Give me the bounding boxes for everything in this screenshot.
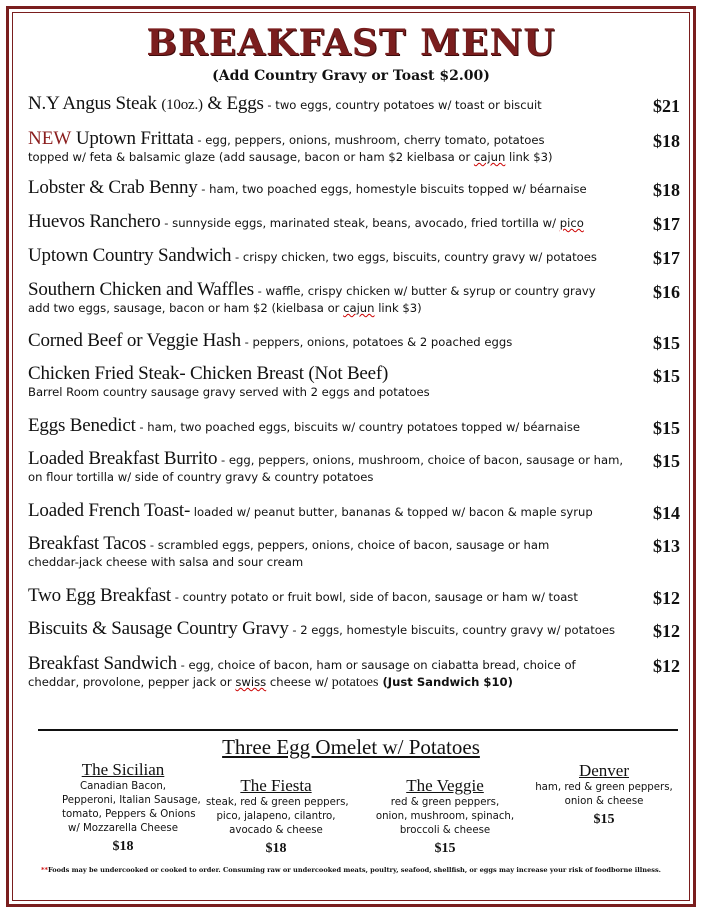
omelet-desc-line: Pepperoni, Italian Sausage, — [62, 795, 201, 806]
menu-item-loaded-breakfast-burrito — [28, 448, 680, 503]
item-desc-line2: on flour tortilla w/ side of country gravy & country potatoes — [28, 470, 374, 484]
item-desc: - egg, peppers, onions, mushroom, cherry tomato, potatoes — [193, 133, 545, 147]
item-price: $12 — [653, 588, 680, 608]
menu-item-eggs-benedict — [28, 415, 680, 451]
item-price: $17 — [653, 214, 680, 234]
new-badge: NEW — [28, 128, 72, 149]
item-desc: - 2 eggs, homestyle biscuits, country gravy w/ potatoes — [288, 623, 616, 637]
item-desc: - egg, peppers, onions, mushroom, choice of bacon, sausage or ham, — [217, 453, 624, 467]
item-price: $15 — [653, 366, 680, 386]
omelet-name: The Fiesta — [240, 776, 312, 795]
menu-item-breakfast-tacos — [28, 533, 680, 588]
menu-item-loaded-french-toast — [28, 500, 680, 536]
omelet-name: The Sicilian — [81, 760, 165, 779]
item-price: $15 — [653, 333, 680, 353]
omelet-desc-line: ham, red & green peppers, — [535, 782, 673, 793]
menu-item-chicken-fried-steak — [28, 363, 680, 418]
item-name: Loaded French Toast- — [28, 500, 191, 521]
item-price: $16 — [653, 282, 680, 302]
menu-item-biscuits-sausage-gravy — [28, 618, 680, 656]
omelet-desc-line: tomato, Peppers & Onions — [62, 809, 196, 820]
omelet-price: $15 — [593, 812, 615, 827]
item-desc-line2: add two eggs, sausage, bacon or ham $2 (kielbasa or cajun link $3) — [28, 301, 422, 315]
item-price: $12 — [653, 621, 680, 641]
menu-item-corned-beef-hash — [28, 330, 680, 366]
menu-item-uptown-frittata — [28, 128, 680, 180]
omelet-veggie — [372, 776, 518, 856]
omelet-price: $18 — [112, 839, 134, 854]
item-name: Lobster & Crab Benny — [28, 177, 198, 198]
omelet-fiesta — [206, 776, 349, 856]
item-name: Uptown Country Sandwich — [28, 245, 232, 266]
foodborne-disclaimer: **Foods may be undercooked or cooked to order. Consuming raw or undercooked meats, poultry, seafood, shellfish, or eggs may increase your risk of foodborne illness. — [41, 866, 661, 874]
item-name: Two Egg Breakfast — [28, 585, 172, 606]
item-price: $15 — [653, 451, 680, 471]
omelet-desc-line: red & green peppers, — [390, 797, 500, 808]
item-name: Chicken Fried Steak- Chicken Breast (Not Beef) — [28, 363, 389, 384]
omelet-desc-line: pico, jalapeno, cilantro, — [216, 811, 336, 822]
disclaimer-star: ** — [41, 866, 48, 874]
item-desc: - scrambled eggs, peppers, onions, choice of bacon, sausage or ham — [146, 538, 550, 552]
item-name: Southern Chicken and Waffles — [28, 279, 254, 300]
item-desc: - ham, two poached eggs, homestyle biscuits topped w/ béarnaise — [197, 182, 587, 196]
item-desc: - peppers, onions, potatoes & 2 poached eggs — [240, 335, 513, 349]
omelet-divider — [38, 729, 678, 731]
menu-item-lobster-crab-benny — [28, 177, 680, 214]
item-price: $14 — [653, 503, 680, 523]
omelet-price: $18 — [265, 841, 287, 856]
menu-item-breakfast-sandwich — [28, 653, 680, 696]
item-name: Breakfast Sandwich — [28, 653, 177, 674]
item-desc-line2: cheddar, provolone, pepper jack or swiss cheese w/ potatoes (Just Sandwich $10) — [28, 675, 513, 690]
menu-subtitle: (Add Country Gravy or Toast $2.00) — [212, 68, 490, 84]
omelet-desc-line: broccoli & cheese — [399, 825, 491, 836]
menu-item-uptown-country-sandwich — [28, 245, 680, 282]
menu-item-southern-chicken-waffles — [28, 279, 680, 333]
item-name: N.Y Angus Steak (10oz.) & Eggs — [28, 93, 264, 114]
item-desc: - sunnyside eggs, marinated steak, beans, avocado, fried tortilla w/ pico — [160, 216, 584, 230]
omelet-denver — [534, 761, 674, 827]
omelet-desc-line: avocado & cheese — [229, 825, 323, 836]
item-name: Corned Beef or Veggie Hash — [28, 330, 241, 351]
item-name: Breakfast Tacos — [28, 533, 147, 554]
menu-item-ny-angus-steak — [28, 93, 680, 131]
omelet-desc-line: onion & cheese — [564, 796, 644, 807]
omelet-desc-line: w/ Mozzarella Cheese — [67, 823, 179, 834]
item-desc-line2: Barrel Room country sausage gravy served with 2 eggs and potatoes — [28, 385, 430, 399]
omelet-name: The Veggie — [406, 776, 484, 795]
item-desc-line2: cheddar-jack cheese with salsa and sour cream — [28, 555, 304, 569]
item-name: Eggs Benedict — [28, 415, 136, 436]
item-desc: - waffle, crispy chicken w/ butter & syrup or country gravy — [253, 284, 596, 298]
item-price: $18 — [653, 131, 680, 151]
omelet-desc-line: onion, mushroom, spinach, — [375, 811, 515, 822]
menu-item-huevos-ranchero — [28, 211, 680, 248]
item-name: Huevos Ranchero — [28, 211, 161, 232]
menu-items — [28, 93, 680, 696]
item-price: $17 — [653, 248, 680, 268]
item-price: $15 — [653, 418, 680, 438]
item-desc: - ham, two poached eggs, biscuits w/ country potatoes topped w/ béarnaise — [135, 420, 581, 434]
item-name: Biscuits & Sausage Country Gravy — [28, 618, 289, 639]
omelet-desc-line: Canadian Bacon, — [79, 781, 167, 792]
omelet-price: $15 — [434, 841, 456, 856]
item-desc: - country potato or fruit bowl, side of bacon, sausage or ham w/ toast — [171, 590, 578, 604]
item-name: Uptown Frittata — [71, 128, 194, 149]
item-desc-line2: topped w/ feta & balsamic glaze (add sausage, bacon or ham $2 kielbasa or cajun link $3) — [28, 150, 553, 164]
menu-title: BREAKFAST MENU — [146, 22, 556, 64]
item-desc: - egg, choice of bacon, ham or sausage on ciabatta bread, choice of — [176, 658, 576, 672]
item-desc: - two eggs, country potatoes w/ toast or biscuit — [263, 98, 542, 112]
omelet-desc-line: steak, red & green peppers, — [206, 797, 349, 808]
item-price: $21 — [653, 96, 680, 116]
item-price: $12 — [653, 656, 680, 676]
omelet-name: Denver — [578, 761, 630, 780]
item-desc: loaded w/ peanut butter, bananas & topped w/ bacon & maple syrup — [190, 505, 593, 519]
item-name: Loaded Breakfast Burrito — [28, 448, 218, 469]
item-price: $18 — [653, 180, 680, 200]
menu-item-two-egg-breakfast — [28, 585, 680, 621]
omelet-sicilian — [62, 760, 201, 854]
item-desc: - crispy chicken, two eggs, biscuits, country gravy w/ potatoes — [231, 250, 597, 264]
omelet-section-title: Three Egg Omelet w/ Potatoes — [222, 735, 480, 759]
item-price: $13 — [653, 536, 680, 556]
